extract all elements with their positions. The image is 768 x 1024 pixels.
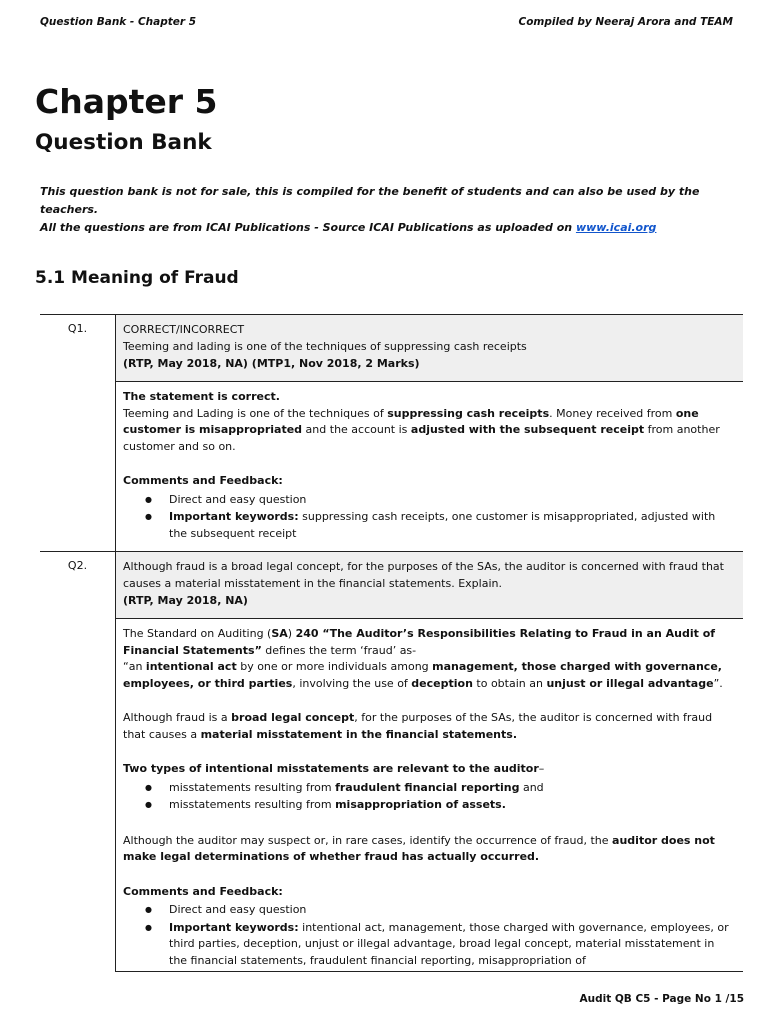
disclaimer-note <box>40 183 760 237</box>
question-cell <box>116 552 743 619</box>
comments-title: Comments and Feedback: <box>123 884 283 898</box>
list-item: ● Direct and easy question <box>169 902 735 919</box>
list-item: ● misstatements resulting from fraudulent financial reporting and <box>169 780 735 797</box>
question-number: Q2. <box>40 552 116 972</box>
question-source: (RTP, May 2018, NA) (MTP1, Nov 2018, 2 Marks) <box>123 357 420 370</box>
note-line2: All the questions are from ICAI Publications - Source ICAI Publications as uploaded on <box>40 221 576 234</box>
comments-title: Comments and Feedback: <box>123 474 283 487</box>
answer-cell <box>116 382 743 551</box>
list-item: ● Direct and easy question <box>169 492 735 509</box>
chapter-title: Chapter 5 <box>35 82 218 121</box>
question-cell <box>116 315 743 382</box>
question-table <box>40 314 743 972</box>
answer-paragraph: Although the auditor may suspect or, in rare cases, identify the occurrence of fraud, the auditor does not make legal determinations of whether fraud has actually occurred. <box>123 833 715 863</box>
answer-cell <box>116 619 743 971</box>
answer-paragraph: The Standard on Auditing (SA) 240 “The Auditor’s Responsibilities Relating to Fraud in an Audit of Financial Statements” defines the term ‘fraud’ as- <box>123 627 716 657</box>
list-item: ● Important keywords: intentional act, management, those charged with governance, employees, or third parties, deception, unjust or illegal advantage, broad legal concept, material misstatement in the financial statements, fraudulent financial reporting, misappropriation of <box>169 920 735 970</box>
comments-list <box>123 902 735 969</box>
question-text: Teeming and lading is one of the techniques of suppressing cash receipts <box>123 340 527 353</box>
section-title: 5.1 Meaning of Fraud <box>35 268 239 288</box>
answer-text: Teeming and Lading is one of the techniques of suppressing cash receipts. Money received from one customer is misappropriated and the account is adjusted with the subsequent receipt from another customer and so on. <box>123 406 720 453</box>
answer-title: The statement is correct. <box>123 390 280 403</box>
answer-paragraph: Although fraud is a broad legal concept, for the purposes of the SAs, the auditor is concerned with fraud that causes a material misstatement in the financial statements. <box>123 711 713 741</box>
question-type: CORRECT/INCORRECT <box>123 323 245 336</box>
page-footer: Audit QB C5 - Page No 1 /15 <box>579 993 744 1005</box>
answer-paragraph: “an intentional act by one or more individuals among management, those charged with governance, employees, or third parties, involving the use of deception to obtain an unjust or illegal advantage”. <box>123 660 723 690</box>
question-number: Q1. <box>40 315 116 551</box>
question-text: Although fraud is a broad legal concept, for the purposes of the SAs, the auditor is concerned with fraud that causes a material misstatement in the financial statements. Explain. <box>123 560 724 590</box>
header-right: Compiled by Neeraj Arora and TEAM <box>518 16 733 28</box>
note-line1: This question bank is not for sale, this is compiled for the benefit of students and can also be used by the teachers. <box>40 185 700 216</box>
chapter-subtitle: Question Bank <box>35 130 212 155</box>
comments-list <box>123 492 735 543</box>
types-list <box>123 780 735 814</box>
list-item: ● Important keywords: suppressing cash receipts, one customer is misappropriated, adjusted with the subsequent receipt <box>169 509 735 542</box>
question-row-q1 <box>40 315 743 551</box>
header-left: Question Bank - Chapter 5 <box>40 16 197 28</box>
icai-link[interactable]: www.icai.org <box>575 221 657 234</box>
list-item: ● misstatements resulting from misappropriation of assets. <box>169 797 735 814</box>
types-title: Two types of intentional misstatements are relevant to the auditor– <box>123 762 545 775</box>
question-source: (RTP, May 2018, NA) <box>123 594 248 607</box>
question-row-q2 <box>40 551 743 972</box>
